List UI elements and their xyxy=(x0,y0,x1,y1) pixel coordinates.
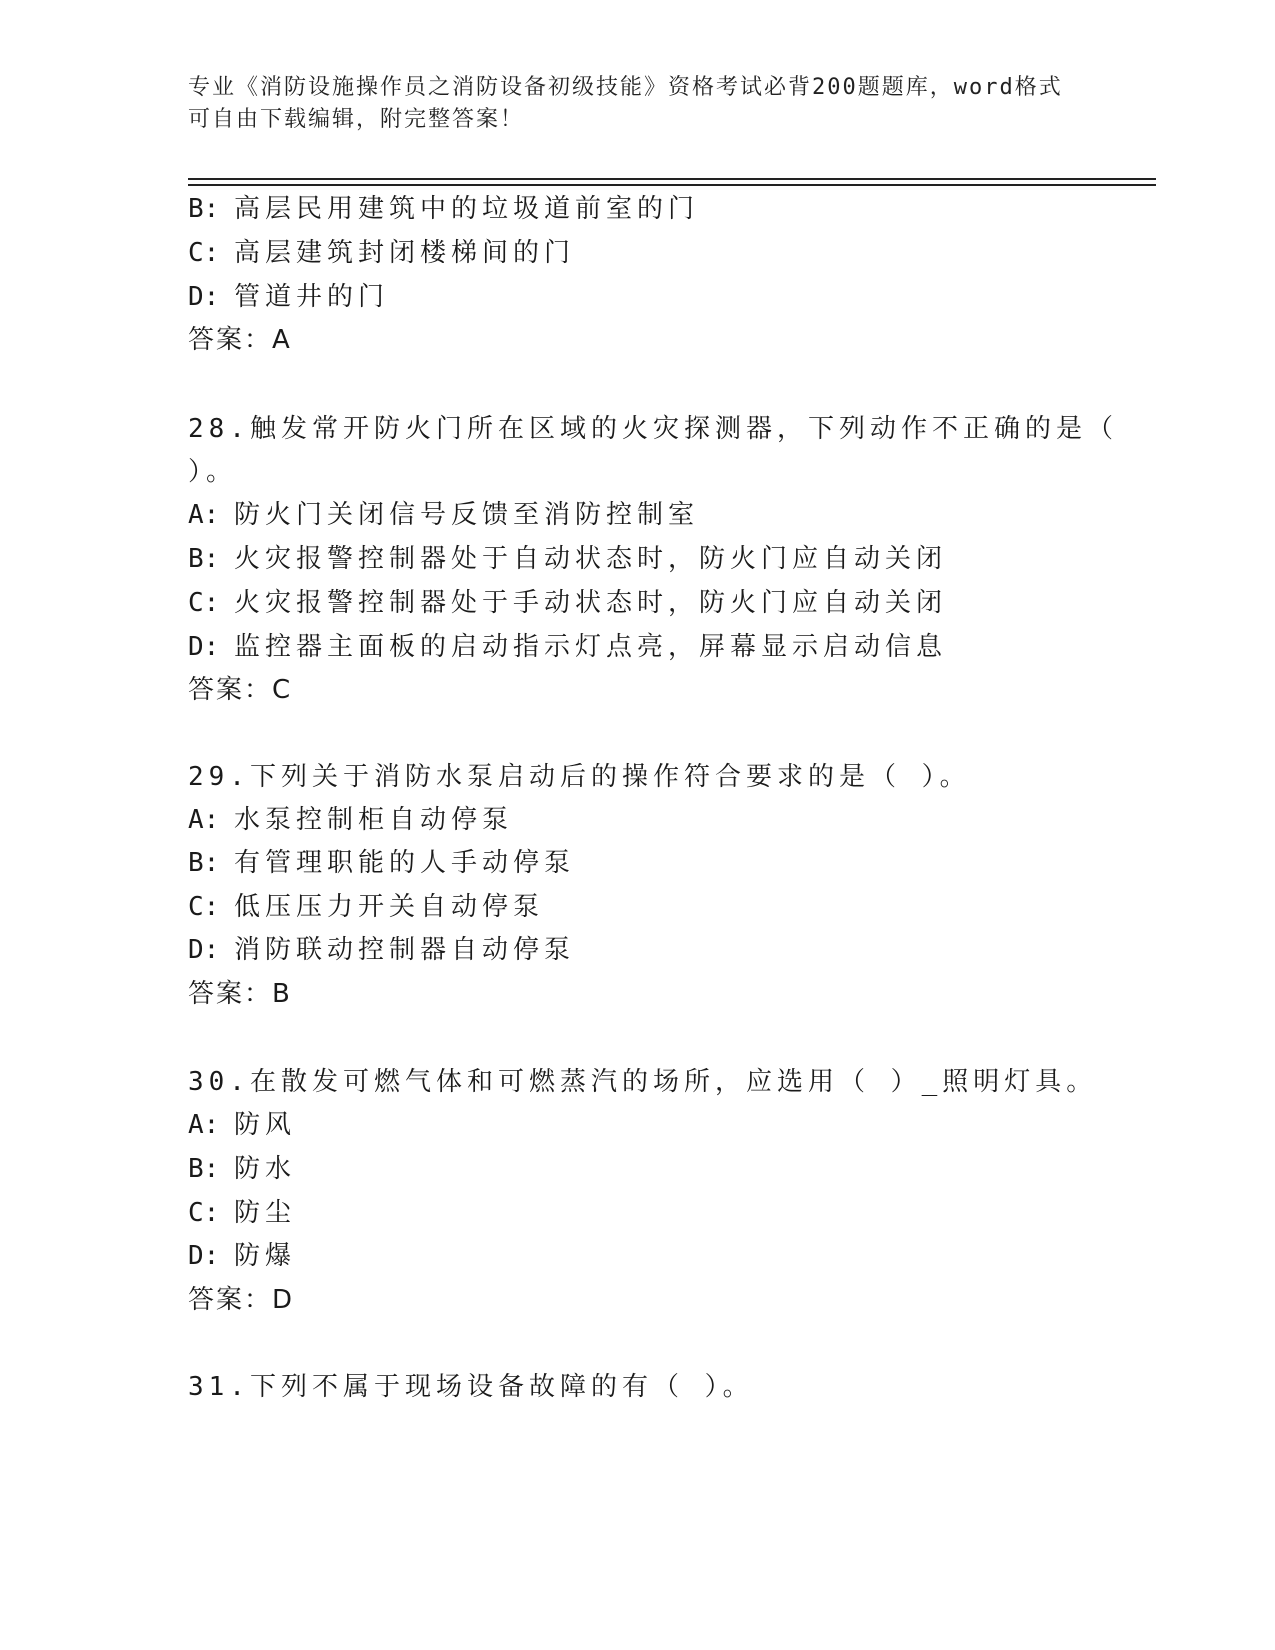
option-key: C: xyxy=(188,892,220,922)
option-line xyxy=(188,586,947,620)
option-text: 水泵控制柜自动停泵 xyxy=(234,805,514,835)
option-text: 高层民用建筑中的垃圾道前室的门 xyxy=(234,194,700,224)
option-line xyxy=(188,542,947,576)
answer-line: 答案：A xyxy=(188,325,292,355)
option-line xyxy=(188,280,389,314)
answer-line: 答案：C xyxy=(188,675,293,705)
option-key: C: xyxy=(188,1198,220,1228)
option-text: 防火门关闭信号反馈至消防控制室 xyxy=(234,500,700,530)
option-line xyxy=(188,1152,296,1186)
option-text: 防风 xyxy=(234,1110,297,1140)
question-stem: 30.在散发可燃气体和可燃蒸汽的场所，应选用（ ）_照明灯具。 xyxy=(188,1067,1098,1097)
option-key: A: xyxy=(188,500,220,530)
option-line xyxy=(188,846,575,880)
header-rule-bottom xyxy=(188,184,1156,186)
option-text: 防爆 xyxy=(234,1241,297,1271)
option-text: 消防联动控制器自动停泵 xyxy=(234,935,576,965)
option-key: D: xyxy=(188,282,220,312)
option-line xyxy=(188,890,544,924)
question-stem: 28.触发常开防火门所在区域的火灾探测器，下列动作不正确的是（ xyxy=(188,414,1118,444)
option-key: D: xyxy=(188,632,220,662)
option-key: C: xyxy=(188,238,220,268)
option-key: D: xyxy=(188,935,220,965)
option-line xyxy=(188,192,699,226)
option-text: 火灾报警控制器处于自动状态时，防火门应自动关闭 xyxy=(234,544,948,574)
option-key: D: xyxy=(188,1241,220,1271)
option-text: 监控器主面板的启动指示灯点亮，屏幕显示启动信息 xyxy=(234,632,948,662)
option-text: 管道井的门 xyxy=(234,282,390,312)
page-header: 专业《消防设施操作员之消防设备初级技能》资格考试必背200题题库，word格式可自由下载编辑，附完整答案！ xyxy=(188,75,1063,132)
option-line xyxy=(188,1108,296,1142)
option-line xyxy=(188,236,575,270)
question-stem: 29.下列关于消防水泵启动后的操作符合要求的是（ ）。 xyxy=(188,762,971,792)
option-text: 火灾报警控制器处于手动状态时，防火门应自动关闭 xyxy=(234,588,948,618)
question-stem-continued: ）。 xyxy=(188,457,238,487)
option-line xyxy=(188,1239,296,1273)
option-key: B: xyxy=(188,194,220,224)
option-key: B: xyxy=(188,544,220,574)
question-stem: 31.下列不属于现场设备故障的有（ ）。 xyxy=(188,1372,754,1402)
option-text: 高层建筑封闭楼梯间的门 xyxy=(234,238,576,268)
option-line xyxy=(188,1196,296,1230)
option-key: B: xyxy=(188,1154,220,1184)
option-text: 防尘 xyxy=(234,1198,297,1228)
option-line xyxy=(188,803,513,837)
answer-line: 答案：D xyxy=(188,1285,295,1315)
option-line xyxy=(188,498,699,532)
option-text: 防水 xyxy=(234,1154,297,1184)
header-rule-top xyxy=(188,178,1156,180)
option-key: C: xyxy=(188,588,220,618)
answer-line: 答案：B xyxy=(188,979,292,1009)
option-key: A: xyxy=(188,1110,220,1140)
option-key: B: xyxy=(188,848,220,878)
option-line xyxy=(188,933,575,967)
option-line xyxy=(188,630,947,664)
option-key: A: xyxy=(188,805,220,835)
option-text: 有管理职能的人手动停泵 xyxy=(234,848,576,878)
option-text: 低压压力开关自动停泵 xyxy=(234,892,545,922)
